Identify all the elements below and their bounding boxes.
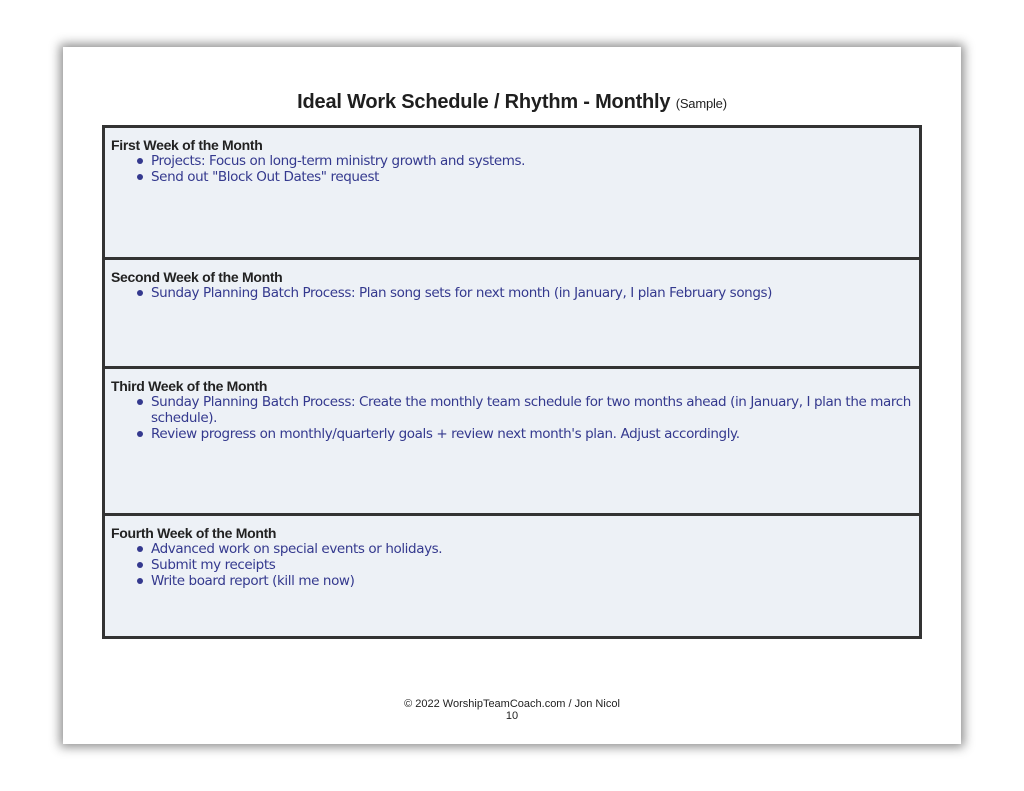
page-title-sub: (Sample) bbox=[675, 96, 727, 111]
week-item-list bbox=[111, 153, 919, 185]
week-section-second bbox=[105, 257, 919, 366]
list-item-text: Sunday Planning Batch Process: Create the monthly team schedule for two months ahead (in January, I plan the march schedule). bbox=[151, 394, 911, 426]
page-footer bbox=[63, 698, 961, 722]
page-title-main: Ideal Work Schedule / Rhythm - Monthly bbox=[297, 91, 671, 113]
page-number: 10 bbox=[505, 710, 519, 722]
week-item-list bbox=[111, 394, 919, 442]
week-section-fourth bbox=[105, 513, 919, 636]
week-heading: Third Week of the Month bbox=[111, 378, 268, 394]
bullet-icon bbox=[137, 158, 143, 164]
schedule-table bbox=[102, 125, 922, 639]
list-item-text: Sunday Planning Batch Process: Plan song sets for next month (in January, I plan February songs) bbox=[151, 285, 773, 301]
page-title bbox=[63, 91, 961, 114]
bullet-icon bbox=[137, 431, 143, 437]
list-item bbox=[137, 573, 919, 589]
bullet-icon bbox=[137, 399, 143, 405]
list-item-text: Write board report (kill me now) bbox=[151, 573, 355, 589]
week-heading: Second Week of the Month bbox=[111, 269, 283, 285]
list-item-text: Review progress on monthly/quarterly goals + review next month's plan. Adjust accordingly. bbox=[151, 426, 740, 442]
list-item bbox=[137, 153, 919, 169]
list-item bbox=[137, 541, 919, 557]
document-page bbox=[63, 47, 961, 744]
bullet-icon bbox=[137, 546, 143, 552]
bullet-icon bbox=[137, 290, 143, 296]
week-section-first bbox=[105, 128, 919, 257]
list-item-text: Projects: Focus on long-term ministry growth and systems. bbox=[151, 153, 526, 169]
week-item-list bbox=[111, 285, 919, 301]
week-heading: Fourth Week of the Month bbox=[111, 525, 277, 541]
bullet-icon bbox=[137, 174, 143, 180]
bullet-icon bbox=[137, 562, 143, 568]
week-item-list bbox=[111, 541, 919, 589]
list-item-text: Advanced work on special events or holidays. bbox=[151, 541, 443, 557]
list-item bbox=[137, 285, 919, 301]
list-item bbox=[137, 426, 919, 442]
list-item bbox=[137, 557, 919, 573]
list-item bbox=[137, 169, 919, 185]
bullet-icon bbox=[137, 578, 143, 584]
week-heading: First Week of the Month bbox=[111, 137, 263, 153]
list-item-text: Submit my receipts bbox=[151, 557, 276, 573]
list-item-text: Send out "Block Out Dates" request bbox=[151, 169, 379, 185]
copyright-text: © 2022 WorshipTeamCoach.com / Jon Nicol bbox=[404, 698, 620, 710]
list-item bbox=[137, 394, 919, 426]
week-section-third bbox=[105, 366, 919, 513]
